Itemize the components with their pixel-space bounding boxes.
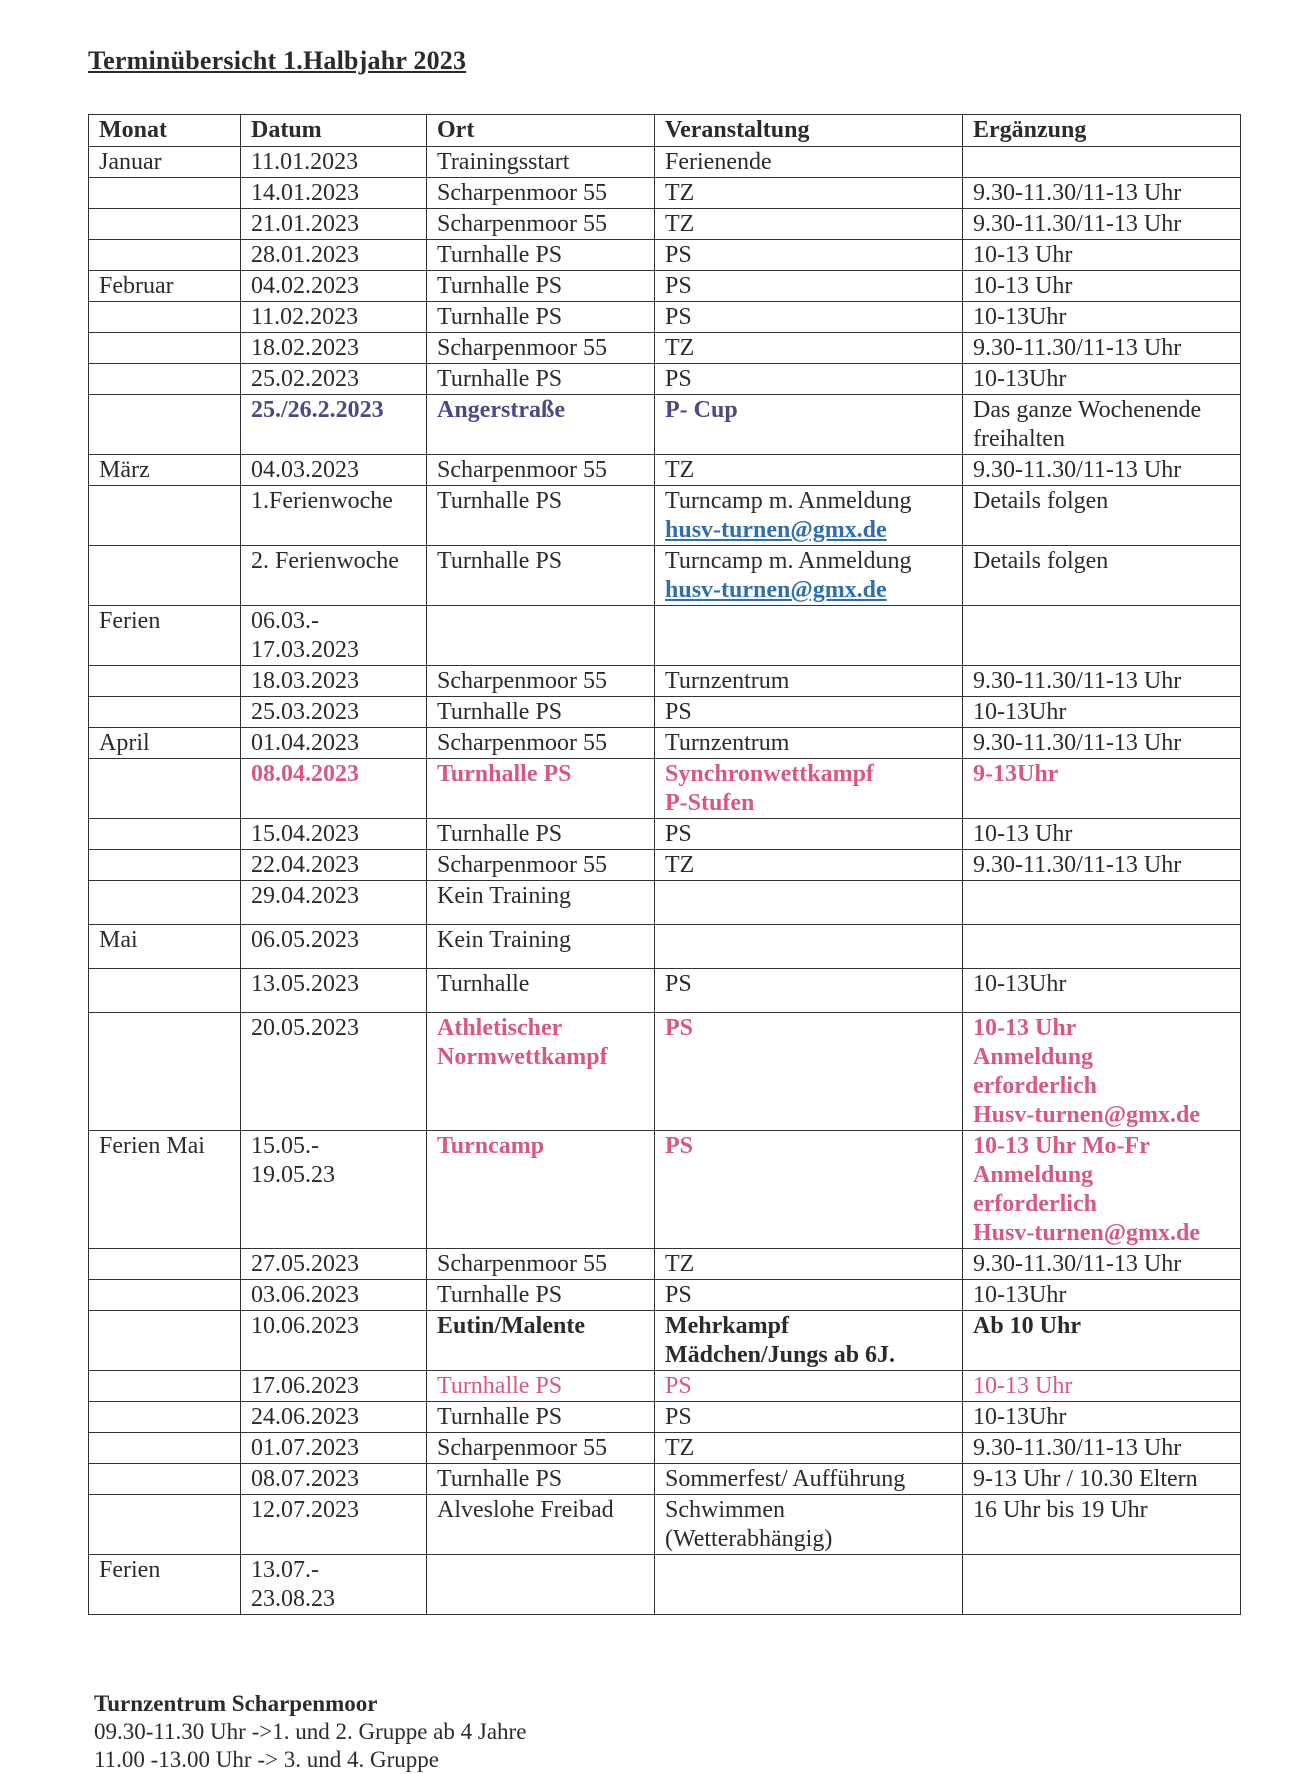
cell-line: 19.05.23 (251, 1162, 335, 1188)
cell-monat (89, 850, 241, 881)
cell-datum: 28.01.2023 (241, 240, 427, 271)
table-row (89, 1371, 1241, 1402)
cell-ergaenzung: 9-13 Uhr / 10.30 Eltern (963, 1464, 1241, 1495)
cell-datum: 11.01.2023 (241, 147, 427, 178)
footer-line: 11.00 -13.00 Uhr -> 3. und 4. Gruppe (94, 1747, 439, 1772)
cell-datum: 04.02.2023 (241, 271, 427, 302)
cell-line: P-Stufen (665, 790, 755, 816)
table-row (89, 881, 1241, 925)
header-row (89, 115, 1241, 147)
cell-monat: Ferien Mai (89, 1131, 241, 1249)
cell-line: 10-13 Uhr Mo-Fr (973, 1133, 1150, 1159)
cell-ergaenzung: 10-13 Uhr (963, 1371, 1241, 1402)
cell-line: 23.08.23 (251, 1586, 335, 1612)
cell-ort: Turnhalle PS (427, 1402, 655, 1433)
cell-veranstaltung (655, 1555, 963, 1615)
cell-veranstaltung (655, 1495, 963, 1555)
footer-line: 09.30-11.30 Uhr ->1. und 2. Gruppe ab 4 Jahre (94, 1719, 527, 1744)
cell-ort: Scharpenmoor 55 (427, 455, 655, 486)
cell-ort: Turnhalle PS (427, 240, 655, 271)
cell-ort: Turnhalle (427, 969, 655, 1013)
table-row (89, 1555, 1241, 1615)
table-row (89, 546, 1241, 606)
cell-monat (89, 1249, 241, 1280)
cell-ort: Turnhalle PS (427, 697, 655, 728)
cell-monat (89, 1013, 241, 1131)
cell-line: Husv-turnen@gmx.de (973, 1220, 1201, 1246)
cell-veranstaltung (655, 606, 963, 666)
cell-ergaenzung (963, 606, 1241, 666)
cell-monat (89, 759, 241, 819)
cell-veranstaltung (655, 759, 963, 819)
cell-ort: Scharpenmoor 55 (427, 728, 655, 759)
cell-ergaenzung: 9.30-11.30/11-13 Uhr (963, 1249, 1241, 1280)
cell-ort: Turnhalle PS (427, 819, 655, 850)
cell-ort: Turnhalle PS (427, 759, 655, 819)
cell-datum: 2. Ferienwoche (241, 546, 427, 606)
cell-veranstaltung: PS (655, 1013, 963, 1131)
table-row (89, 666, 1241, 697)
cell-ergaenzung (963, 1013, 1241, 1131)
cell-ergaenzung: 9.30-11.30/11-13 Uhr (963, 666, 1241, 697)
table-row (89, 240, 1241, 271)
cell-monat (89, 1311, 241, 1371)
cell-ergaenzung (963, 1131, 1241, 1249)
cell-ort: Turnhalle PS (427, 271, 655, 302)
cell-line: erforderlich (973, 1073, 1097, 1099)
cell-monat (89, 240, 241, 271)
cell-veranstaltung: TZ (655, 333, 963, 364)
table-row (89, 364, 1241, 395)
table-row (89, 1402, 1241, 1433)
cell-line: Turncamp m. Anmeldung (665, 488, 912, 514)
cell-datum: 06.05.2023 (241, 925, 427, 969)
cell-ergaenzung (963, 881, 1241, 925)
cell-monat (89, 209, 241, 240)
cell-datum: 10.06.2023 (241, 1311, 427, 1371)
cell-ergaenzung: Details folgen (963, 546, 1241, 606)
cell-monat (89, 1464, 241, 1495)
cell-ort: Turnhalle PS (427, 1371, 655, 1402)
cell-line: Schwimmen (665, 1497, 785, 1523)
cell-monat: April (89, 728, 241, 759)
header-ort: Ort (427, 115, 655, 147)
table-row (89, 178, 1241, 209)
cell-ergaenzung: 9.30-11.30/11-13 Uhr (963, 850, 1241, 881)
cell-ort: Turnhalle PS (427, 1464, 655, 1495)
cell-datum: 20.05.2023 (241, 1013, 427, 1131)
cell-veranstaltung: PS (655, 240, 963, 271)
table-row (89, 395, 1241, 455)
cell-monat: Februar (89, 271, 241, 302)
cell-datum: 25.02.2023 (241, 364, 427, 395)
cell-ergaenzung (963, 1555, 1241, 1615)
cell-veranstaltung: P- Cup (655, 395, 963, 455)
cell-monat (89, 302, 241, 333)
cell-monat (89, 819, 241, 850)
cell-monat (89, 395, 241, 455)
cell-ergaenzung: 10-13 Uhr (963, 819, 1241, 850)
table-row (89, 333, 1241, 364)
cell-line: 10-13 Uhr (973, 1015, 1077, 1041)
table-row (89, 147, 1241, 178)
cell-datum: 14.01.2023 (241, 178, 427, 209)
table-row (89, 969, 1241, 1013)
cell-ergaenzung (963, 925, 1241, 969)
table-row (89, 486, 1241, 546)
cell-ort: Eutin/Malente (427, 1311, 655, 1371)
cell-ergaenzung: Ab 10 Uhr (963, 1311, 1241, 1371)
cell-veranstaltung (655, 546, 963, 606)
cell-veranstaltung: TZ (655, 209, 963, 240)
cell-ort: Turnhalle PS (427, 364, 655, 395)
cell-ergaenzung: 9.30-11.30/11-13 Uhr (963, 209, 1241, 240)
cell-datum: 18.02.2023 (241, 333, 427, 364)
cell-datum (241, 1555, 427, 1615)
cell-ergaenzung: 10-13Uhr (963, 697, 1241, 728)
cell-veranstaltung: TZ (655, 1433, 963, 1464)
cell-line: erforderlich (973, 1191, 1097, 1217)
cell-ergaenzung (963, 147, 1241, 178)
cell-line: Das ganze Wochenende (973, 397, 1202, 423)
table-row (89, 302, 1241, 333)
table-row (89, 1131, 1241, 1249)
cell-ort: Scharpenmoor 55 (427, 209, 655, 240)
cell-ort: Scharpenmoor 55 (427, 850, 655, 881)
cell-ort: Scharpenmoor 55 (427, 666, 655, 697)
header-ergaenzung: Ergänzung (963, 115, 1241, 147)
cell-ort: Turnhalle PS (427, 546, 655, 606)
cell-monat (89, 969, 241, 1013)
cell-veranstaltung: PS (655, 819, 963, 850)
cell-datum: 08.04.2023 (241, 759, 427, 819)
cell-datum: 11.02.2023 (241, 302, 427, 333)
cell-veranstaltung (655, 925, 963, 969)
cell-ort: Alveslohe Freibad (427, 1495, 655, 1555)
table-row (89, 697, 1241, 728)
cell-ort: Kein Training (427, 925, 655, 969)
table-row (89, 925, 1241, 969)
table-row (89, 1249, 1241, 1280)
table-row (89, 1311, 1241, 1371)
table-row (89, 728, 1241, 759)
cell-ergaenzung: 10-13Uhr (963, 364, 1241, 395)
cell-ergaenzung: 9.30-11.30/11-13 Uhr (963, 728, 1241, 759)
cell-ergaenzung: 9.30-11.30/11-13 Uhr (963, 333, 1241, 364)
cell-datum: 08.07.2023 (241, 1464, 427, 1495)
cell-ergaenzung: 10-13 Uhr (963, 271, 1241, 302)
cell-ergaenzung: 9.30-11.30/11-13 Uhr (963, 178, 1241, 209)
cell-line: 15.05.- (251, 1133, 319, 1159)
cell-ort: Scharpenmoor 55 (427, 333, 655, 364)
table-row (89, 759, 1241, 819)
cell-veranstaltung: PS (655, 969, 963, 1013)
cell-ort: Kein Training (427, 881, 655, 925)
cell-veranstaltung (655, 881, 963, 925)
cell-monat: Januar (89, 147, 241, 178)
cell-datum: 17.06.2023 (241, 1371, 427, 1402)
cell-monat (89, 666, 241, 697)
cell-monat (89, 1402, 241, 1433)
cell-ergaenzung: 16 Uhr bis 19 Uhr (963, 1495, 1241, 1555)
cell-ort: Scharpenmoor 55 (427, 1249, 655, 1280)
table-row (89, 850, 1241, 881)
table-row (89, 1495, 1241, 1555)
cell-datum: 01.04.2023 (241, 728, 427, 759)
cell-line: Mehrkampf (665, 1313, 789, 1339)
cell-veranstaltung: Turnzentrum (655, 666, 963, 697)
cell-ergaenzung: Details folgen (963, 486, 1241, 546)
cell-ort: Turnhalle PS (427, 486, 655, 546)
cell-monat (89, 1495, 241, 1555)
cell-monat (89, 178, 241, 209)
cell-ergaenzung (963, 395, 1241, 455)
cell-veranstaltung: TZ (655, 1249, 963, 1280)
cell-datum: 25.03.2023 (241, 697, 427, 728)
cell-ort: Trainingsstart (427, 147, 655, 178)
cell-veranstaltung (655, 486, 963, 546)
cell-line: Mädchen/Jungs ab 6J. (665, 1342, 896, 1368)
cell-monat (89, 881, 241, 925)
cell-monat (89, 1371, 241, 1402)
footer-heading: Turnzentrum Scharpenmoor (94, 1691, 378, 1716)
cell-ergaenzung: 10-13Uhr (963, 1402, 1241, 1433)
header-datum: Datum (241, 115, 427, 147)
cell-datum: 25./26.2.2023 (241, 395, 427, 455)
cell-veranstaltung: PS (655, 271, 963, 302)
cell-ort (427, 1555, 655, 1615)
cell-ort: Scharpenmoor 55 (427, 1433, 655, 1464)
cell-ort: Turncamp (427, 1131, 655, 1249)
cell-line: 06.03.- (251, 608, 319, 634)
email-link[interactable]: husv-turnen@gmx.de (665, 577, 887, 603)
cell-ort (427, 606, 655, 666)
schedule-table (88, 114, 1241, 1615)
cell-line: Athletischer (437, 1015, 563, 1041)
cell-ort (427, 1013, 655, 1131)
cell-ergaenzung: 10-13Uhr (963, 969, 1241, 1013)
cell-line: Synchronwettkampf (665, 761, 874, 787)
table-row (89, 455, 1241, 486)
header-monat: Monat (89, 115, 241, 147)
cell-veranstaltung: PS (655, 697, 963, 728)
table-row (89, 1464, 1241, 1495)
cell-veranstaltung: PS (655, 1131, 963, 1249)
cell-monat: Ferien (89, 1555, 241, 1615)
cell-datum: 01.07.2023 (241, 1433, 427, 1464)
cell-line: Normwettkampf (437, 1044, 608, 1070)
cell-datum (241, 1131, 427, 1249)
cell-monat (89, 333, 241, 364)
cell-ergaenzung: 9.30-11.30/11-13 Uhr (963, 1433, 1241, 1464)
cell-datum (241, 606, 427, 666)
cell-veranstaltung (655, 1311, 963, 1371)
cell-monat (89, 1433, 241, 1464)
cell-datum: 03.06.2023 (241, 1280, 427, 1311)
cell-datum: 1.Ferienwoche (241, 486, 427, 546)
cell-veranstaltung: PS (655, 302, 963, 333)
cell-ergaenzung: 10-13Uhr (963, 1280, 1241, 1311)
cell-veranstaltung: PS (655, 1402, 963, 1433)
cell-ort: Scharpenmoor 55 (427, 178, 655, 209)
table-row (89, 1280, 1241, 1311)
cell-line: 13.07.- (251, 1557, 319, 1583)
cell-veranstaltung: TZ (655, 455, 963, 486)
cell-ergaenzung: 10-13Uhr (963, 302, 1241, 333)
cell-veranstaltung: PS (655, 364, 963, 395)
table-row (89, 209, 1241, 240)
cell-monat (89, 486, 241, 546)
cell-ergaenzung: 9.30-11.30/11-13 Uhr (963, 455, 1241, 486)
header-veranstaltung: Veranstaltung (655, 115, 963, 147)
cell-monat (89, 1280, 241, 1311)
cell-datum: 12.07.2023 (241, 1495, 427, 1555)
cell-ort: Turnhalle PS (427, 1280, 655, 1311)
cell-line: Turncamp m. Anmeldung (665, 548, 912, 574)
cell-ort: Angerstraße (427, 395, 655, 455)
cell-ort: Turnhalle PS (427, 302, 655, 333)
table-row (89, 1433, 1241, 1464)
cell-veranstaltung: Ferienende (655, 147, 963, 178)
cell-veranstaltung: PS (655, 1371, 963, 1402)
cell-datum: 29.04.2023 (241, 881, 427, 925)
footer-notes (94, 1690, 526, 1774)
cell-datum: 18.03.2023 (241, 666, 427, 697)
cell-ergaenzung: 10-13 Uhr (963, 240, 1241, 271)
cell-line: 17.03.2023 (251, 637, 359, 663)
cell-ergaenzung: 9-13Uhr (963, 759, 1241, 819)
cell-veranstaltung: TZ (655, 850, 963, 881)
cell-monat (89, 364, 241, 395)
cell-datum: 22.04.2023 (241, 850, 427, 881)
cell-monat (89, 546, 241, 606)
cell-datum: 24.06.2023 (241, 1402, 427, 1433)
cell-line: Husv-turnen@gmx.de (973, 1102, 1201, 1128)
cell-veranstaltung: Sommerfest/ Aufführung (655, 1464, 963, 1495)
cell-datum: 13.05.2023 (241, 969, 427, 1013)
cell-datum: 27.05.2023 (241, 1249, 427, 1280)
cell-veranstaltung: Turnzentrum (655, 728, 963, 759)
cell-line: (Wetterabhängig) (665, 1526, 833, 1552)
cell-veranstaltung: PS (655, 1280, 963, 1311)
cell-datum: 15.04.2023 (241, 819, 427, 850)
cell-veranstaltung: TZ (655, 178, 963, 209)
table-row (89, 271, 1241, 302)
table-row (89, 606, 1241, 666)
cell-line: freihalten (973, 426, 1065, 452)
cell-monat: Mai (89, 925, 241, 969)
document-title: Terminübersicht 1.Halbjahr 2023 (88, 46, 467, 75)
cell-line: Anmeldung (973, 1162, 1094, 1188)
cell-monat: März (89, 455, 241, 486)
cell-datum: 21.01.2023 (241, 209, 427, 240)
cell-datum: 04.03.2023 (241, 455, 427, 486)
table-row (89, 1013, 1241, 1131)
email-link[interactable]: husv-turnen@gmx.de (665, 517, 887, 543)
cell-monat: Ferien (89, 606, 241, 666)
cell-monat (89, 697, 241, 728)
table-row (89, 819, 1241, 850)
cell-line: Anmeldung (973, 1044, 1094, 1070)
